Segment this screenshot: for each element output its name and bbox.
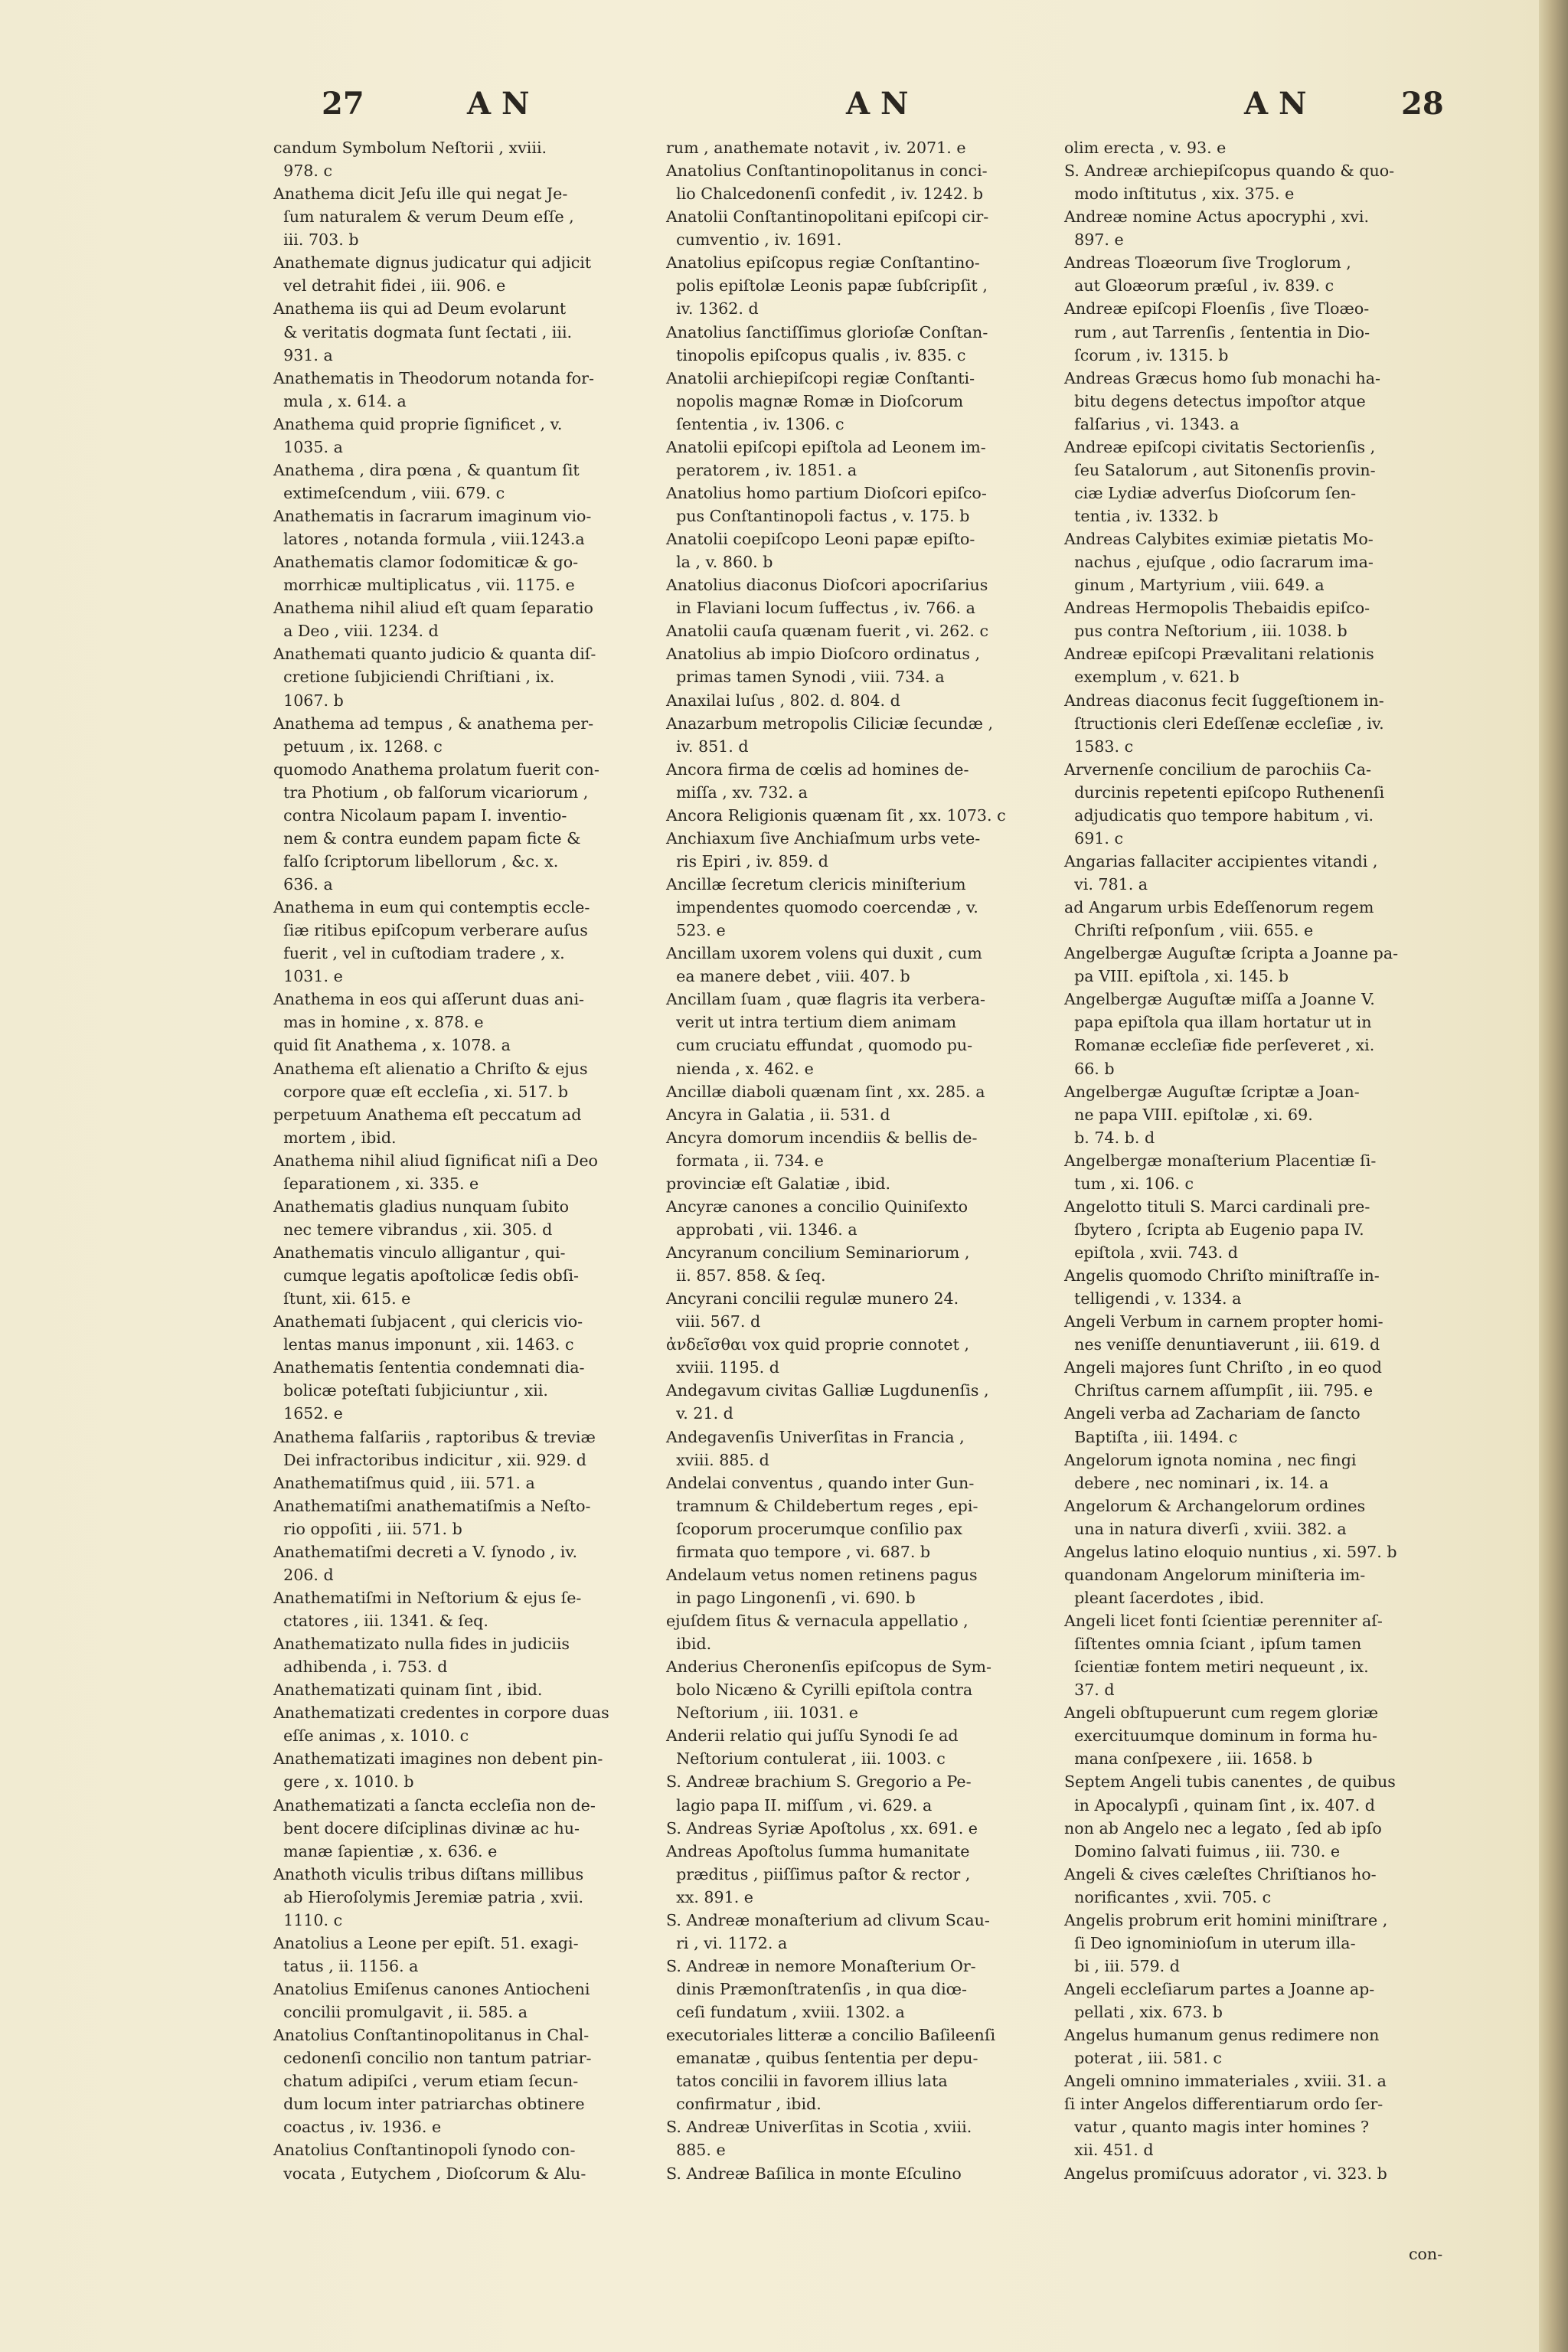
index-entry: Angelorum & Archangelorum ordines una in natura diverſi , xviii. 382. a: [1064, 1496, 1366, 1538]
index-entry: Angelbergæ monaſterium Placentiæ ſi- tum , xi. 106. c: [1064, 1151, 1377, 1193]
index-entry: Ancyrani concilii regulæ munero 24. viii. 567. d: [666, 1289, 959, 1331]
index-entry: Angeli eccleſiarum partes a Joanne ap- pellati , xix. 673. b: [1064, 1980, 1375, 2022]
index-entry: Anatolii archiepiſcopi regiæ Conſtanti- nopolis magnæ Romæ in Dioſcorum ſententia , iv. 1306. c: [666, 368, 975, 433]
index-entry: Anathema dicit Jeſu ille qui negat Je- ſum naturalem & verum Deum eſſe , iii. 703. b: [273, 185, 574, 250]
index-entry: Anathematizato nulla fides in judiciis adhibenda , i. 753. d: [273, 1635, 570, 1677]
index-entry: rum , anathemate notavit , iv. 2071. e: [666, 139, 966, 157]
index-entry: Septem Angeli tubis canentes , de quibus in Apocalypſi , quinam ſint , ix. 407. d: [1064, 1772, 1396, 1815]
index-entry: Angelbergæ Auguſtæ miſſa a Joanne V. papa epiſtola qua illam hortatur ut in Romanæ eccleſiæ fide perſeveret , xi. 66. b: [1064, 990, 1375, 1078]
index-entry: Ancillam uxorem volens qui duxit , cum ea manere debet , viii. 407. b: [666, 944, 982, 986]
catchword: con-: [1409, 2245, 1443, 2263]
index-entry: Anathematiſmi decreti a V. ſynodo , iv. 206. d: [273, 1542, 578, 1584]
index-entry: executoriales litteræ a concilio Baſileenſi emanatæ , quibus ſententia per depu- tatos concilii in favorem illius lata confirmatur , ibid.: [666, 2026, 996, 2114]
index-entry: Anathema iis qui ad Deum evolarunt & veritatis dogmata ſunt ſectati , iii. 931. a: [273, 299, 573, 364]
index-entry: Ancyra in Galatia , ii. 531. d: [666, 1105, 890, 1124]
index-entry: Andreas diaconus fecit ſuggeſtionem in- ſtructionis cleri Edeſſenæ eccleſiæ , iv. 1583. c: [1064, 691, 1384, 756]
index-entry: S. Andreæ monaſterium ad clivum Scau- ri , vi. 1172. a: [666, 1910, 990, 1952]
index-entry: ἀνδεῖσθαι vox quid proprie connotet , xviii. 1195. d: [666, 1335, 969, 1377]
index-entry: Andreæ epiſcopi Prævalitani relationis exemplum , v. 621. b: [1064, 645, 1374, 687]
page-number-left: 27: [322, 86, 364, 122]
index-entry: Anathematis ſententia condemnati dia- bolicæ poteſtati ſubjiciuntur , xii. 1652. e: [273, 1358, 585, 1423]
index-column-1: [273, 136, 691, 2185]
index-entry: Anathematizati imagines non debent pin- gere , x. 1010. b: [273, 1749, 603, 1792]
index-entry: ejuſdem ſitus & vernacula appellatio , ibid.: [666, 1612, 969, 1654]
index-entry: Anatolius homo partium Dioſcori epiſco- pus Conſtantinopoli factus , v. 175. b: [666, 483, 987, 525]
index-entry: Andreæ epiſcopi civitatis Sectorienſis , ſeu Satalorum , aut Sitonenſis provin- ciæ Lydiæ adverſus Dioſcorum ſen- tentia , iv. 1332. b: [1064, 437, 1376, 525]
index-entry: Andreæ nomine Actus apocryphi , xvi. 897. e: [1064, 207, 1370, 250]
index-entry: Angeli obſtupuerunt cum regem gloriæ exercituumque dominum in forma hu- mana conſpexere , iii. 1658. b: [1064, 1704, 1379, 1769]
index-entry: quomodo Anathema prolatum fuerit con- tra Photium , ob falſorum vicariorum , contra Nicolaum papam I. inventio- nem & contra eundem papam ficte & falſo ſcriptorum libellorum , &c. x. 636. a: [273, 760, 599, 893]
index-entry: Angelotto tituli S. Marci cardinali pre- ſbytero , ſcripta ab Eugenio papa IV. epiſtola , xvii. 743. d: [1064, 1197, 1370, 1262]
index-entry: candum Symbolum Neſtorii , xviii. 978. c: [273, 139, 547, 181]
index-entry: Anaxilai luſus , 802. d. 804. d: [666, 691, 900, 710]
index-entry: Anazarbum metropolis Ciliciæ ſecundæ , iv. 851. d: [666, 714, 994, 756]
index-entry: ad Angarum urbis Edeſſenorum regem Chriſti reſponſum , viii. 655. e: [1064, 898, 1374, 940]
index-entry: perpetuum Anathema eſt peccatum ad mortem , ibid.: [273, 1105, 582, 1147]
index-entry: S. Andreæ Baſilica in monte Eſculino: [666, 2164, 962, 2183]
index-entry: Anathematizati quinam ſint , ibid.: [273, 1681, 543, 1700]
index-entry: Ancora firma de cœlis ad homines de- miſſa , xv. 732. a: [666, 760, 969, 802]
index-entry: Andegavenſis Univerſitas in Francia , xviii. 885. d: [666, 1427, 965, 1469]
index-entry: Angeli Verbum in carnem propter homi- nes veniſſe denuntiaverunt , iii. 619. d: [1064, 1312, 1383, 1354]
index-entry: Ancyranum concilium Seminariorum , ii. 857. 858. & ſeq.: [666, 1243, 970, 1285]
index-entry: Anatolius a Leone per epiſt. 51. exagi- tatus , ii. 1156. a: [273, 1933, 579, 1975]
index-entry: Anathematizati a ſancta eccleſia non de- bent docere diſciplinas divinæ ac hu- manæ ſapientiæ , x. 636. e: [273, 1795, 596, 1860]
index-entry: Ancyræ canones a concilio Quiniſexto approbati , vii. 1346. a: [666, 1197, 969, 1239]
index-entry: Angelus promiſcuus adorator , vi. 323. b: [1064, 2164, 1387, 2183]
index-entry: olim erecta , v. 93. e: [1064, 139, 1227, 157]
index-entry: Angarias fallaciter accipientes vitandi , vi. 781. a: [1064, 851, 1378, 893]
index-entry: Angeli verba ad Zachariam de ſancto Baptiſta , iii. 1494. c: [1064, 1404, 1361, 1446]
index-entry: Angelis probrum erit homini miniſtrare , ſi Deo ignominioſum in uterum illa- bi , iii. 579. d: [1064, 1910, 1388, 1975]
running-head-right: A N: [1244, 86, 1307, 122]
index-entry: Angeli majores ſunt Chriſto , in eo quod Chriſtus carnem aſſumpſit , iii. 795. e: [1064, 1358, 1382, 1400]
page-edge: [1539, 0, 1568, 2352]
index-entry: Anathematiſmus quid , iii. 571. a: [273, 1473, 535, 1492]
index-entry: Anathema in eos qui aſſerunt duas ani- mas in homine , x. 878. e: [273, 990, 584, 1032]
index-entry: Angeli omnino immateriales , xviii. 31. a: [1064, 2072, 1387, 2091]
index-entry: Anathematis clamor ſodomiticæ & go- morrhicæ multiplicatus , vii. 1175. e: [273, 553, 579, 595]
page-number-right: 28: [1401, 86, 1444, 122]
index-entry: quandonam Angelorum miniſteria im- pleant ſacerdotes , ibid.: [1064, 1565, 1366, 1607]
index-entry: Andreas Græcus homo ſub monachi ha- bitu degens detectus impoſtor atque falſarius , vi. 1343. a: [1064, 368, 1380, 433]
index-entry: Angeli & cives cæleſtes Chriſtianos ho- norificantes , xvii. 705. c: [1064, 1864, 1377, 1906]
index-entry: Anathema falſariis , raptoribus & treviæ Dei infractoribus indicitur , xii. 929. d: [273, 1427, 596, 1469]
running-head-left: A N: [467, 86, 530, 122]
index-entry: Angelbergæ Auguſtæ ſcriptæ a Joan- ne papa VIII. epiſtolæ , xi. 69. b. 74. b. d: [1064, 1082, 1360, 1147]
index-entry: S. Andreas Syriæ Apoſtolus , xx. 691. e: [666, 1818, 978, 1838]
running-head-center: A N: [846, 86, 909, 122]
index-entry: Anatolius ab impio Dioſcoro ordinatus , primas tamen Synodi , viii. 734. a: [666, 645, 981, 687]
index-entry: Andreas Tloæorum ſive Troglorum , aut Gloæorum præſul , iv. 839. c: [1064, 253, 1351, 296]
index-entry: Angeli licet fonti ſcientiæ perenniter aſ- ſiſtentes omnia ſciant , ipſum tamen ſcientiæ fontem metiri nequeunt , ix. 37. d: [1064, 1612, 1383, 1700]
index-entry: Anatolius Conſtantinopolitanus in Chal- cedonenſi concilio non tantum patriar- chatum adipiſci , verum etiam ſecun- dum locum inter patriarchas obtinere coactus , iv. 1936. e: [273, 2026, 592, 2137]
index-entry: Anderius Cheronenſis epiſcopus de Sym- bolo Nicæno & Cyrilli epiſtola contra Neſtorium , iii. 1031. e: [666, 1658, 992, 1723]
index-entry: quid ſit Anathema , x. 1078. a: [273, 1036, 511, 1055]
index-entry: Anatolius ſanctiſſimus glorioſæ Conſtan- tinopolis epiſcopus qualis , iv. 835. c: [666, 322, 988, 364]
index-column-2: [666, 136, 1083, 2185]
index-entry: Anathematiſmi in Neſtorium & ejus ſe- ctatores , iii. 1341. & ſeq.: [273, 1588, 582, 1630]
index-entry: Andreas Calybites eximiæ pietatis Mo- nachus , ejuſque , odio ſacrarum ima- ginum , Martyrium , viii. 649. a: [1064, 530, 1374, 595]
index-entry: Andreas Hermopolis Thebaidis epiſco- pus contra Neſtorium , iii. 1038. b: [1064, 599, 1370, 641]
index-entry: Anathemati quanto judicio & quanta diſ- cretione ſubjiciendi Chriſtiani , ix. 1067. b: [273, 645, 596, 710]
index-entry: Angelis quomodo Chriſto miniſtraſſe in- telligendi , v. 1334. a: [1064, 1266, 1380, 1308]
index-entry: Anatolius epiſcopus regiæ Conſtantino- polis epiſtolæ Leonis papæ ſubſcripſit , iv. 1362. d: [666, 253, 988, 318]
index-entry: Angelbergæ Auguſtæ ſcripta a Joanne pa- pa VIII. epiſtola , xi. 145. b: [1064, 944, 1399, 986]
index-entry: Anatolius Emiſenus canones Antiocheni concilii promulgavit , ii. 585. a: [273, 1980, 590, 2022]
index-entry: Anathema ad tempus , & anathema per- petuum , ix. 1268. c: [273, 714, 594, 756]
index-entry: Anatolii epiſcopi epiſtola ad Leonem im- peratorem , iv. 1851. a: [666, 437, 986, 479]
index-entry: Anathematis vinculo alligantur , qui- cumque legatis apoſtolicæ ſedis obſi- ſtunt, xii. 615. e: [273, 1243, 580, 1308]
index-entry: Anathematizati credentes in corpore duas eſſe animas , x. 1010. c: [273, 1704, 609, 1746]
index-entry: Andreæ epiſcopi Floenſis , ſive Tloæo- rum , aut Tarrenſis , ſententia in Dio- ſcorum , iv. 1315. b: [1064, 299, 1370, 364]
index-entry: Anatolius Conſtantinopoli ſynodo con- vocata , Eutychem , Dioſcorum & Alu-: [273, 2141, 586, 2183]
index-entry: Anatolii coepiſcopo Leoni papæ epiſto- la , v. 860. b: [666, 530, 975, 572]
index-entry: Angelus latino eloquio nuntius , xi. 597. b: [1064, 1542, 1397, 1561]
index-entry: Arvernenſe concilium de parochiis Ca- durcinis repetenti epiſcopo Ruthenenſi adjudicatis quo tempore habitum , vi. 691. c: [1064, 760, 1385, 848]
index-entry: Anathema nihil aliud eſt quam ſeparatio a Deo , viii. 1234. d: [273, 599, 593, 641]
index-entry: Anderii relatio qui juſſu Synodi ſe ad Neſtorium contulerat , iii. 1003. c: [666, 1726, 959, 1769]
index-entry: Anatolius Conſtantinopolitanus in conci- lio Chalcedonenſi confedit , iv. 1242. b: [666, 162, 988, 204]
index-entry: Anatolius diaconus Dioſcori apocriſarius in Flaviani locum ſuffectus , iv. 766. a: [666, 576, 988, 618]
index-entry: Anatolii Conſtantinopolitani epiſcopi cir- cumventio , iv. 1691.: [666, 207, 989, 250]
index-entry: Anathematiſmi anathematiſmis a Neſto- rio oppoſiti , iii. 571. b: [273, 1496, 591, 1538]
index-entry: Andelai conventus , quando inter Gun- tramnum & Childebertum reges , epi- ſcoporum procerumque conſilio pax firmata quo tempore , vi. 687. b: [666, 1473, 978, 1561]
index-entry: Anathema eſt alienatio a Chriſto & ejus corpore quæ eſt eccleſia , xi. 517. b: [273, 1059, 588, 1101]
index-entry: provinciæ eſt Galatiæ , ibid.: [666, 1174, 891, 1193]
index-entry: Ancyra domorum incendiis & bellis de- formata , ii. 734. e: [666, 1128, 978, 1170]
index-entry: Anathoth viculis tribus diſtans millibus ab Hieroſolymis Jeremiæ patria , xvii. 1110. c: [273, 1864, 584, 1929]
index-entry: Anathemati ſubjacent , qui clericis vio- lentas manus imponunt , xii. 1463. c: [273, 1312, 583, 1354]
index-entry: Anchiaxum ſive Anchiaſmum urbs vete- ris Epiri , iv. 859. d: [666, 828, 981, 871]
index-entry: Ancillæ diaboli quænam ſint , xx. 285. a: [666, 1082, 985, 1101]
index-entry: Anatolii cauſa quænam fuerit , vi. 262. c: [666, 622, 988, 641]
index-entry: Andelaum vetus nomen retinens pagus in pago Lingonenſi , vi. 690. b: [666, 1565, 978, 1607]
index-entry: S. Andreæ brachium S. Gregorio a Pe- lagio papa II. miſſum , vi. 629. a: [666, 1772, 972, 1815]
index-entry: Ancillæ ſecretum clericis miniſterium impendentes quomodo coercendæ , v. 523. e: [666, 875, 978, 940]
index-entry: Anathema in eum qui contemptis eccle- ſiæ ritibus epiſcopum verberare auſus fuerit , vel in cuſtodiam tradere , x. 1031. e: [273, 898, 590, 986]
index-entry: Anathema quid proprie ſignificet , v. 1035. a: [273, 414, 563, 456]
index-entry: Anathematis in ſacrarum imaginum vio- latores , notanda formula , viii.1243.a: [273, 507, 592, 549]
index-entry: Anathema nihil aliud ſignificat niſi a Deo ſeparationem , xi. 335. e: [273, 1151, 598, 1193]
index-entry: S. Andreæ Univerſitas in Scotia , xviii. 885. e: [666, 2118, 972, 2160]
index-entry: Anathematis gladius nunquam ſubito nec temere vibrandus , xii. 305. d: [273, 1197, 570, 1239]
index-entry: Angelorum ignota nomina , nec fingi debere , nec nominari , ix. 14. a: [1064, 1450, 1357, 1492]
index-entry: Ancillam ſuam , quæ flagris ita verbera- verit ut intra tertium diem animam cum cruciatu effundat , quomodo pu- nienda , x. 462. e: [666, 990, 986, 1078]
index-entry: Andreas Apoſtolus ſumma humanitate præditus , piiſſimus paſtor & rector , xx. 891. e: [666, 1841, 971, 1906]
index-entry: non ab Angelo nec a legato , ſed ab ipſo Domino ſalvati fuimus , iii. 730. e: [1064, 1818, 1382, 1860]
index-entry: Andegavum civitas Galliæ Lugdunenſis , v. 21. d: [666, 1381, 989, 1423]
index-entry: Ancora Religionis quænam ſit , xx. 1073. c: [666, 805, 1006, 825]
index-entry: Anathemate dignus judicatur qui adjicit vel detrahit fidei , iii. 906. e: [273, 253, 592, 296]
index-entry: Angelus humanum genus redimere non poterat , iii. 581. c: [1064, 2026, 1380, 2068]
index-entry: S. Andreæ archiepiſcopus quando & quo- modo inſtitutus , xix. 375. e: [1064, 162, 1395, 204]
index-column-3: [1064, 136, 1481, 2185]
index-entry: S. Andreæ in nemore Monaſterium Or- dinis Præmonſtratenſis , in qua diœ- ceſi fundatum , xviii. 1302. a: [666, 1956, 976, 2022]
index-entry: ſi inter Angelos differentiarum ordo ſer- vatur , quanto magis inter homines ? xii. 451. d: [1064, 2095, 1383, 2160]
index-entry: Anathema , dira pœna , & quantum ſit extimeſcendum , viii. 679. c: [273, 460, 580, 502]
index-entry: Anathematis in Theodorum notanda for- mula , x. 614. a: [273, 368, 594, 410]
